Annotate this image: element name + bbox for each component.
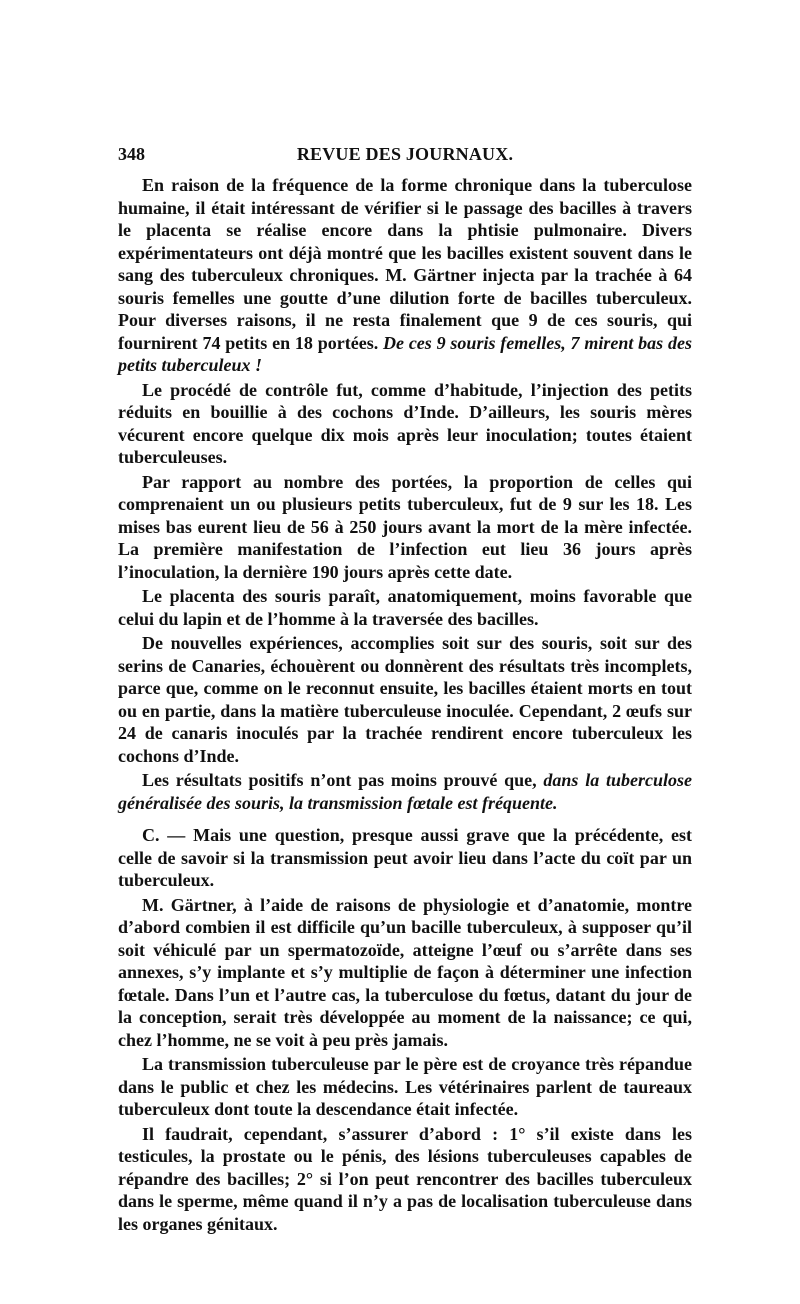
paragraph: [118, 632, 692, 767]
paragraph: [118, 471, 692, 584]
paragraph: [118, 379, 692, 469]
paragraph-text: En raison de la fréquence de la forme chronique dans la tuberculose humaine, il était intéressant de vérifier si le passage des bacilles à travers le placenta se réalise encore dans la phtisie pulmonaire. Divers expérimentateurs ont déjà montré que les bacilles existent souvent dans le sang des tuberculeux chroniques. M. Gärtner injecta par la trachée à 64 souris femelles une goutte d’une dilution forte de bacilles tuberculeux. Pour diverses raisons, il ne resta finalement que 9 de ces souris, qui fournirent 74 petits en 18 portées.: [118, 175, 692, 353]
paragraph-text: M. Gärtner, à l’aide de raisons de physiologie et d’anatomie, montre d’abord combien il est difficile qu’un bacille tuberculeux, à supposer qu’il soit véhiculé par un spermatozoïde, atteigne l’œuf ou s’arrête dans ses annexes, s’y implante et s’y multiplie de façon à déterminer une infection fœtale. Dans l’un et l’autre cas, la tuberculose du fœtus, datant du jour de la conception, serait très développée au moment de la naissance; ce qui, chez l’homme, ne se voit à peu près jamais.: [118, 894, 692, 1050]
paragraph-text: La transmission tuberculeuse par le père est de croyance très répandue dans le public et chez les médecins. Les vétérinaires parlent de taureaux tuberculeux dont toute la descendance était infectée.: [118, 1054, 692, 1119]
emphasis-text: dans la tuberculose généralisée des souris, la transmission fœtale est fréquente.: [118, 770, 692, 813]
paragraph: [118, 174, 692, 377]
paragraph-text: Il faudrait, cependant, s’assurer d’abord : 1° s’il existe dans les testicules, la prostate ou le pénis, des lésions tuberculeuses capables de répandre des bacilles; 2° si l’on peut rencontrer des bacilles tuberculeux dans le sperme, même quand il n’y a pas de localisation tuberculeuse dans les organes génitaux.: [118, 1123, 692, 1234]
running-header: [118, 144, 692, 170]
emphasis-text: De ces 9 souris femelles, 7 mirent bas des petits tuberculeux !: [118, 332, 692, 375]
paragraph: [118, 585, 692, 630]
paragraph: [118, 894, 692, 1052]
paragraph-text: De nouvelles expériences, accomplies soit sur des souris, soit sur des serins de Canaries, échouèrent ou donnèrent des résultats très incomplets, parce que, comme on le reconnut ensuite, les bacilles étaient morts en tout ou en partie, dans la matière tuberculeuse inoculée. Cependant, 2 œufs sur 24 de canaris inoculés par la trachée rendirent encore tuberculeux les cochons d’Inde.: [118, 633, 692, 766]
paragraph-text: Les résultats positifs n’ont pas moins prouvé que,: [142, 770, 544, 790]
article-body: [118, 174, 692, 1237]
running-title: REVUE DES JOURNAUX.: [296, 144, 514, 164]
paragraph: [118, 769, 692, 814]
paragraph: [118, 824, 692, 892]
paragraph: [118, 1123, 692, 1236]
page-number: 348: [118, 144, 145, 164]
paragraph-text: Le placenta des souris paraît, anatomiquement, moins favorable que celui du lapin et de l’homme à la traversée des bacilles.: [118, 586, 692, 629]
paragraph-text: Le procédé de contrôle fut, comme d’habitude, l’injection des petits réduits en bouillie à des cochons d’Inde. D’ailleurs, les souris mères vécurent encore quelque dix mois après leur inoculation; toutes étaient tuberculeuses.: [118, 379, 692, 467]
paragraph-text: Par rapport au nombre des portées, la proportion de celles qui comprenaient un ou plusieurs petits tuberculeux, fut de 9 sur les 18. Les mises bas eurent lieu de 56 à 250 jours avant la mort de la mère infectée. La première manifestation de l’infection eut lieu 36 jours après l’inoculation, la dernière 190 jours après cette date.: [118, 471, 692, 582]
paragraph: [118, 1053, 692, 1121]
paragraph-text: C. — Mais une question, presque aussi grave que la précédente, est celle de savoir si la transmission peut avoir lieu dans l’acte du coït par un tuberculeux.: [118, 825, 692, 890]
